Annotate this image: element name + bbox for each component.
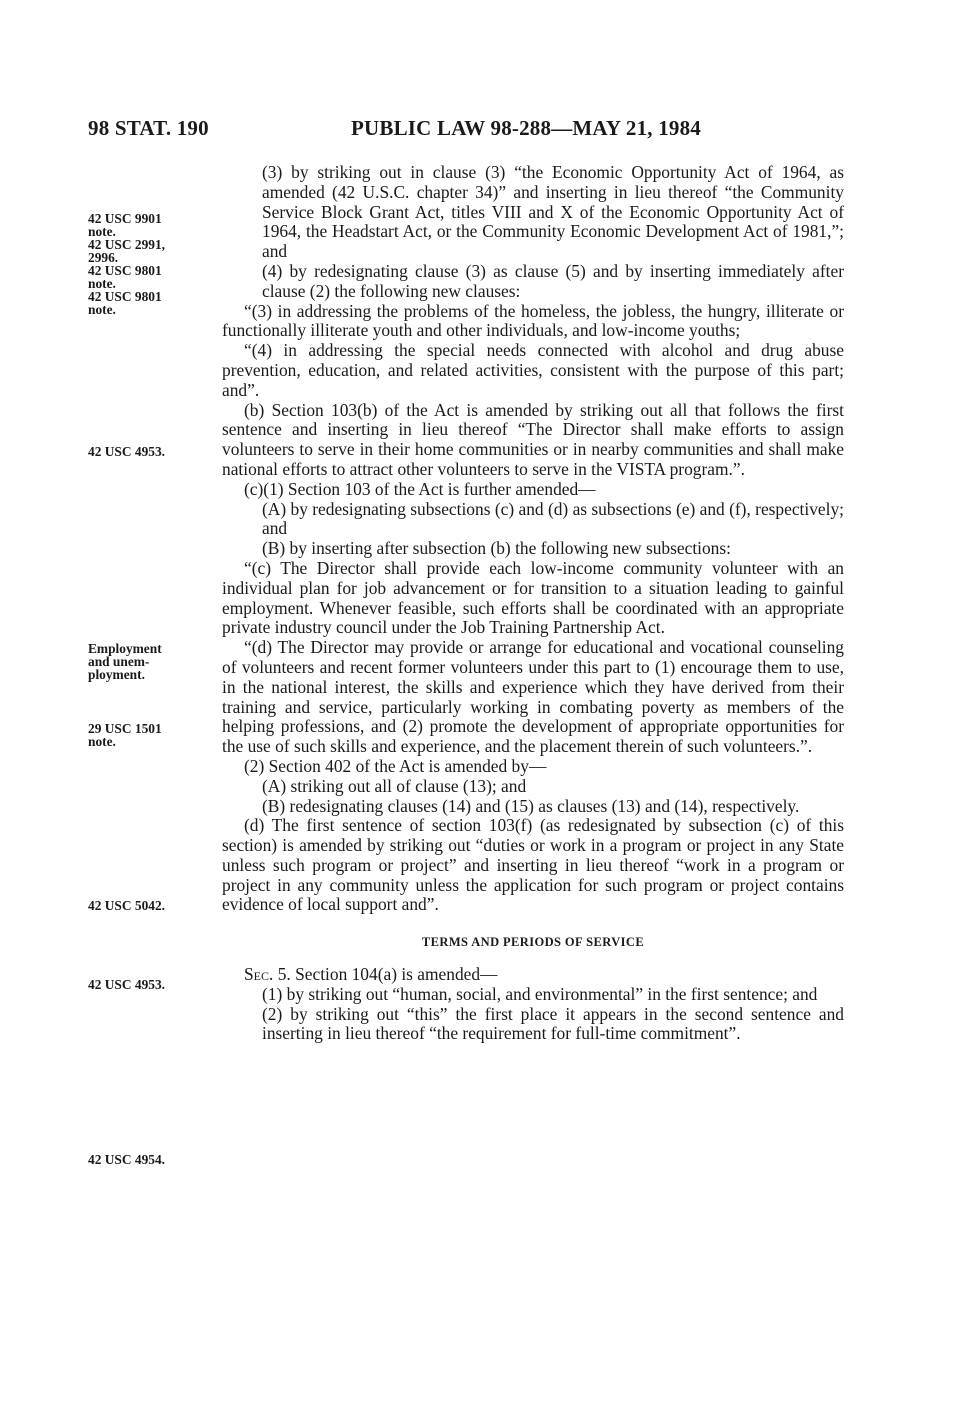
paragraph: (d) The first sentence of section 103(f) (as redesignated by subsection (c) of this section) is amended by striking out “duties or work in a program or project in any State unless such program or project” and inserting in lieu thereof “work in a program or project in any community unless the application for such program or project contains evidence of local support and”. — [222, 815, 844, 915]
paragraph: (A) striking out all of clause (13); and — [262, 775, 527, 796]
paragraph: (A) by redesignating subsections (c) and (d) as subsections (e) and (f), respectively; and — [262, 498, 844, 539]
margin-note-42-usc-5042: 42 USC 5042. — [88, 898, 166, 913]
paragraph: “(c) The Director shall provide each low-income community volunteer with an individual plan for job advancement or for transition to a situation leading to gainful employment. Whenever feasible, such efforts shall be coordinated with an appropriate private industry council under the Job Training Partnership Act. — [222, 557, 844, 638]
page-header — [88, 116, 848, 144]
paragraph: (b) Section 103(b) of the Act is amended by striking out all that follows the first sentence and inserting in lieu thereof “The Director shall make efforts to assign volunteers to serve in their home communities or in nearby communities and shall make national efforts to attract other volunteers to serve in the VISTA program.”. — [222, 399, 844, 479]
paragraph: “(4) in addressing the special needs connected with alcohol and drug abuse prevention, education, and related activities, consistent with the purpose of this part; and”. — [222, 340, 844, 400]
paragraph: (2) by striking out “this” the first place it appears in the second sentence and inserting in lieu thereof “the requirement for full-time commitment”. — [262, 1003, 844, 1044]
body-text — [222, 163, 844, 1044]
paragraph: (B) by inserting after subsection (b) the following new subsections: — [262, 538, 731, 559]
paragraph: (3) by striking out in clause (3) “the Economic Opportunity Act of 1964, as amended (42 U.S.C. chapter 34)” and inserting in lieu thereof “the Community Service Block Grant Act, titles VIII and X of the Economic Opportunity Act of 1964, the Headstart Act, or the Community Economic Development Act of 1981,”; and — [262, 162, 844, 262]
paragraph: (4) by redesignating clause (3) as clause (5) and by inserting immediately after clause (2) the following new clauses: — [262, 260, 844, 301]
paragraph — [222, 965, 844, 985]
margin-note-42-usc-4954: 42 USC 4954. — [88, 1152, 166, 1167]
paragraph: (c)(1) Section 103 of the Act is further amended— — [244, 478, 596, 499]
section-heading: TERMS AND PERIODS OF SERVICE — [421, 935, 645, 950]
section-number: Sec. 5. — [244, 964, 291, 985]
margin-note-42-usc-4953: 42 USC 4953. — [88, 444, 166, 459]
margin-note-employment: Employment and unem- ployment. — [88, 641, 162, 682]
paragraph: “(3) in addressing the problems of the homeless, the jobless, the hungry, illiterate or functionally illiterate youth and other individuals, and low-income youths; — [222, 300, 844, 341]
paragraph: (2) Section 402 of the Act is amended by— — [244, 755, 547, 776]
margin-note-42-usc-4953-b: 42 USC 4953. — [88, 977, 166, 992]
paragraph: (B) redesignating clauses (14) and (15) as clauses (13) and (14), respectively. — [262, 795, 800, 816]
paragraph: “(d) The Director may provide or arrange for educational and vocational counseling of volunteers and recent former volunteers under this part to (1) encourage them to use, in the national interest, the skills and experience which they have derived from their training and service, particularly working in combating poverty as members of the helping professions, and (2) promote the development of appropriate opportunities for the use of such skills and experience, and the placement therein of such volunteers.”. — [222, 637, 844, 757]
page-title: PUBLIC LAW 98-288—MAY 21, 1984 — [351, 116, 701, 140]
margin-note-29-usc-1501: 29 USC 1501 note. — [88, 721, 162, 749]
margin-note-usc-citations: 42 USC 9901 note. 42 USC 2991, 2996. 42 USC 9801 note. 42 USC 9801 note. — [88, 211, 166, 317]
paragraph: (1) by striking out “human, social, and environmental” in the first sentence; and — [262, 983, 818, 1004]
stat-page-number: 98 STAT. 190 — [88, 116, 209, 140]
section-text: Section 104(a) is amended— — [290, 964, 498, 985]
